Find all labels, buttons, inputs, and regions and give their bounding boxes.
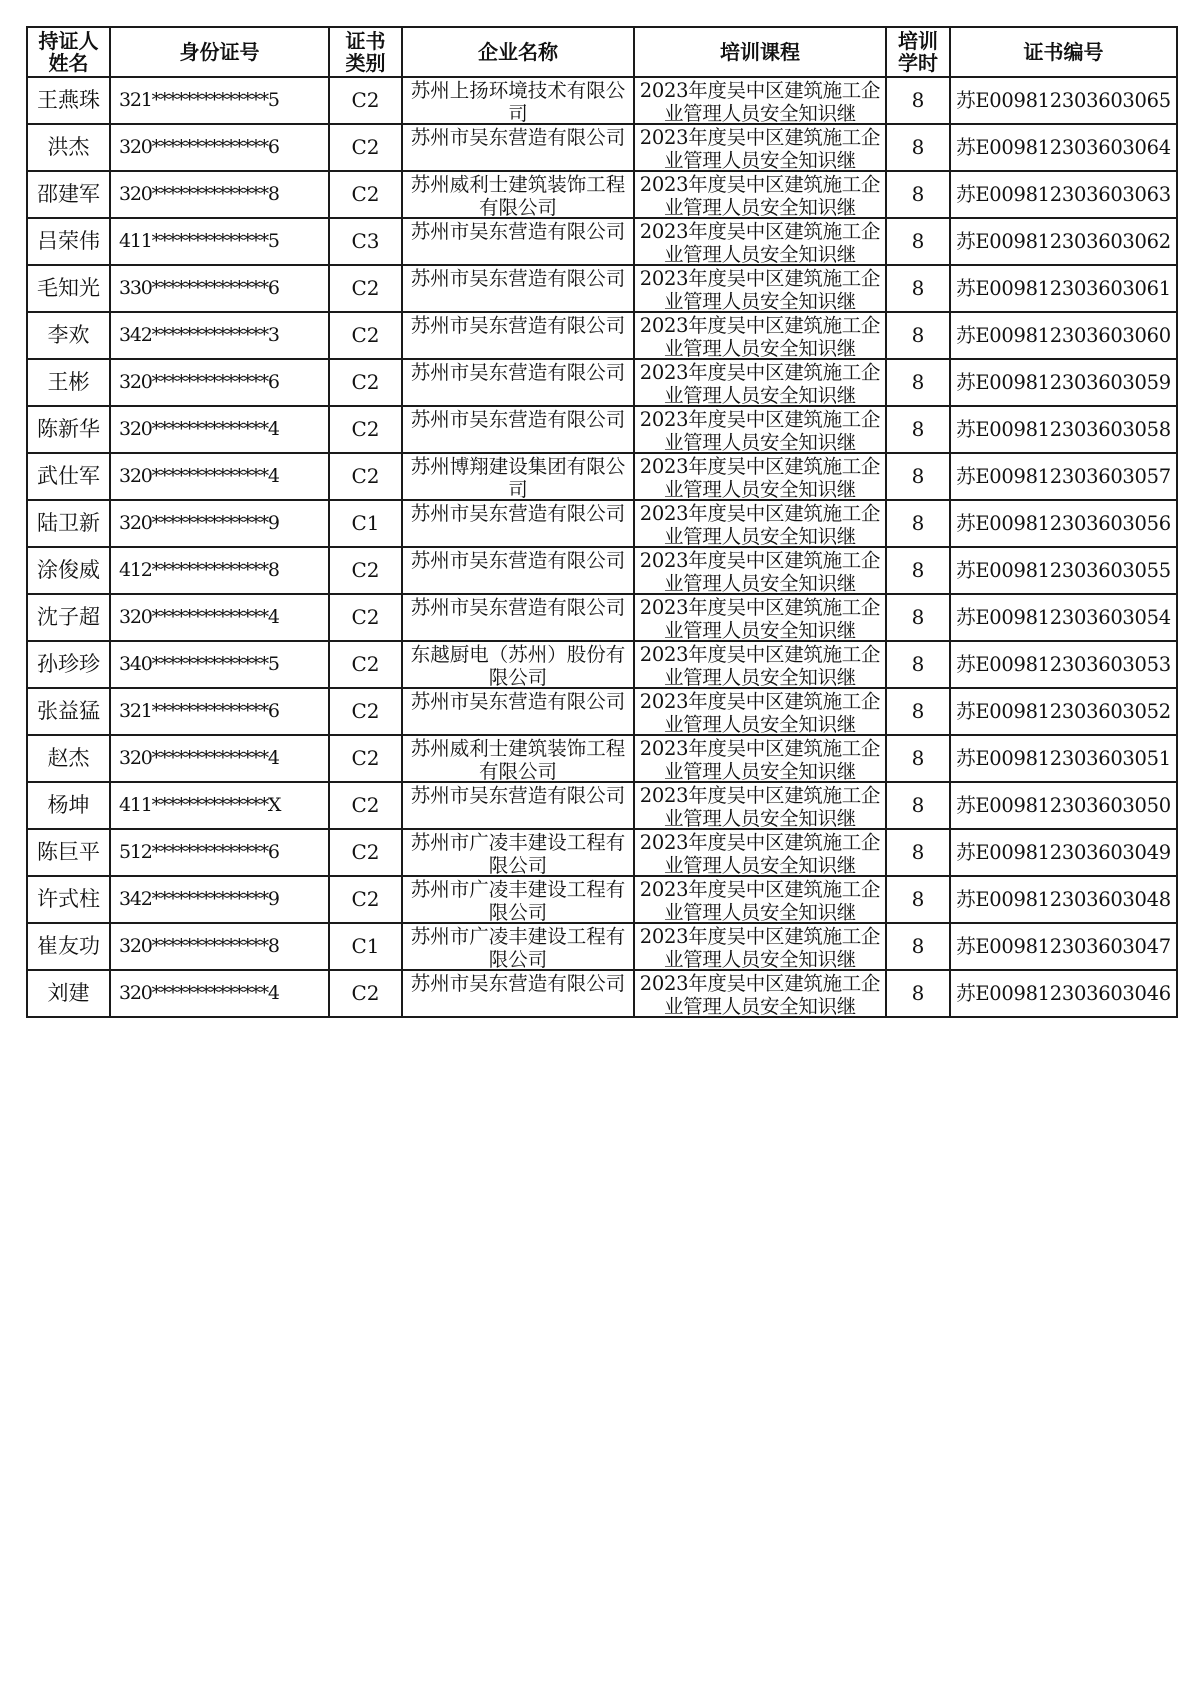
cell-company bbox=[402, 782, 634, 829]
cell-cert-type: C2 bbox=[329, 265, 402, 312]
table-row bbox=[27, 735, 1177, 782]
cell-hours: 8 bbox=[886, 923, 950, 970]
cell-cert-type: C1 bbox=[329, 500, 402, 547]
cell-holder-name: 刘建 bbox=[27, 970, 110, 1017]
cell-holder-name: 许式柱 bbox=[27, 876, 110, 923]
cell-company-text: 苏州市吴东营造有限公司 bbox=[410, 972, 626, 995]
cell-hours: 8 bbox=[886, 218, 950, 265]
cell-holder-name: 陈新华 bbox=[27, 406, 110, 453]
table-row bbox=[27, 876, 1177, 923]
cell-course-text: 2023年度吴中区建筑施工企业管理人员安全知识继 bbox=[639, 596, 881, 640]
cell-cert-number: 苏E009812303603064 bbox=[950, 124, 1177, 171]
certificate-table-container bbox=[26, 26, 1176, 1018]
cell-hours: 8 bbox=[886, 500, 950, 547]
cell-holder-name: 邵建军 bbox=[27, 171, 110, 218]
cell-company bbox=[402, 265, 634, 312]
cell-id-number: 320**************8 bbox=[110, 923, 329, 970]
table-row bbox=[27, 970, 1177, 1017]
cell-cert-number: 苏E009812303603057 bbox=[950, 453, 1177, 500]
cell-holder-name: 涂俊威 bbox=[27, 547, 110, 594]
cell-holder-name: 孙珍珍 bbox=[27, 641, 110, 688]
cell-course bbox=[634, 453, 886, 500]
cell-hours: 8 bbox=[886, 970, 950, 1017]
cell-cert-type: C2 bbox=[329, 970, 402, 1017]
cell-holder-name: 王彬 bbox=[27, 359, 110, 406]
cell-holder-name: 毛知光 bbox=[27, 265, 110, 312]
cell-cert-number: 苏E009812303603053 bbox=[950, 641, 1177, 688]
cell-company bbox=[402, 970, 634, 1017]
cell-course-text: 2023年度吴中区建筑施工企业管理人员安全知识继 bbox=[639, 126, 881, 170]
cell-holder-name: 洪杰 bbox=[27, 124, 110, 171]
cell-cert-number: 苏E009812303603055 bbox=[950, 547, 1177, 594]
cell-cert-type: C2 bbox=[329, 312, 402, 359]
cell-company-text: 苏州威利士建筑装饰工程有限公司 bbox=[410, 737, 626, 781]
cell-cert-number: 苏E009812303603058 bbox=[950, 406, 1177, 453]
table-header bbox=[27, 27, 1177, 77]
cell-course-text: 2023年度吴中区建筑施工企业管理人员安全知识继 bbox=[639, 455, 881, 499]
cell-holder-name: 武仕军 bbox=[27, 453, 110, 500]
cell-id-number: 321**************5 bbox=[110, 77, 329, 124]
cell-course-text: 2023年度吴中区建筑施工企业管理人员安全知识继 bbox=[639, 972, 881, 1016]
cell-course bbox=[634, 171, 886, 218]
cell-cert-type: C1 bbox=[329, 923, 402, 970]
table-row bbox=[27, 500, 1177, 547]
cell-course-text: 2023年度吴中区建筑施工企业管理人员安全知识继 bbox=[639, 690, 881, 734]
cell-cert-number: 苏E009812303603059 bbox=[950, 359, 1177, 406]
cell-course bbox=[634, 77, 886, 124]
cell-company-text: 苏州市吴东营造有限公司 bbox=[410, 502, 626, 525]
cell-course-text: 2023年度吴中区建筑施工企业管理人员安全知识继 bbox=[639, 408, 881, 452]
cell-cert-type: C2 bbox=[329, 77, 402, 124]
cell-course-text: 2023年度吴中区建筑施工企业管理人员安全知识继 bbox=[639, 549, 881, 593]
table-row bbox=[27, 265, 1177, 312]
cell-company bbox=[402, 923, 634, 970]
cell-course-text: 2023年度吴中区建筑施工企业管理人员安全知识继 bbox=[639, 878, 881, 922]
table-row bbox=[27, 923, 1177, 970]
cell-hours: 8 bbox=[886, 594, 950, 641]
cell-course bbox=[634, 970, 886, 1017]
cell-holder-name: 吕荣伟 bbox=[27, 218, 110, 265]
cell-hours: 8 bbox=[886, 359, 950, 406]
table-row bbox=[27, 594, 1177, 641]
cell-company bbox=[402, 547, 634, 594]
cell-cert-number: 苏E009812303603047 bbox=[950, 923, 1177, 970]
cell-course bbox=[634, 923, 886, 970]
cell-id-number: 320**************8 bbox=[110, 171, 329, 218]
cell-company bbox=[402, 312, 634, 359]
cell-company bbox=[402, 829, 634, 876]
cell-id-number: 340**************5 bbox=[110, 641, 329, 688]
cell-holder-name: 陆卫新 bbox=[27, 500, 110, 547]
cell-company bbox=[402, 124, 634, 171]
cell-course bbox=[634, 876, 886, 923]
header-holder-name: 持证人姓名 bbox=[27, 27, 110, 77]
cell-hours: 8 bbox=[886, 829, 950, 876]
cell-cert-type: C2 bbox=[329, 453, 402, 500]
cell-cert-type: C2 bbox=[329, 876, 402, 923]
cell-company bbox=[402, 594, 634, 641]
cell-course bbox=[634, 547, 886, 594]
cell-cert-number: 苏E009812303603050 bbox=[950, 782, 1177, 829]
cell-company-text: 苏州市广凌丰建设工程有限公司 bbox=[410, 831, 626, 875]
cell-course bbox=[634, 312, 886, 359]
cell-cert-number: 苏E009812303603054 bbox=[950, 594, 1177, 641]
cell-company-text: 苏州市广凌丰建设工程有限公司 bbox=[410, 878, 626, 922]
table-row bbox=[27, 77, 1177, 124]
cell-hours: 8 bbox=[886, 124, 950, 171]
cell-course-text: 2023年度吴中区建筑施工企业管理人员安全知识继 bbox=[639, 502, 881, 546]
cell-cert-type: C2 bbox=[329, 735, 402, 782]
cell-cert-type: C2 bbox=[329, 688, 402, 735]
header-hours: 培训学时 bbox=[886, 27, 950, 77]
cell-id-number: 411**************5 bbox=[110, 218, 329, 265]
cell-course-text: 2023年度吴中区建筑施工企业管理人员安全知识继 bbox=[639, 831, 881, 875]
cell-id-number: 512**************6 bbox=[110, 829, 329, 876]
cell-cert-number: 苏E009812303603060 bbox=[950, 312, 1177, 359]
header-id-number: 身份证号 bbox=[110, 27, 329, 77]
cell-course-text: 2023年度吴中区建筑施工企业管理人员安全知识继 bbox=[639, 79, 881, 123]
cell-course-text: 2023年度吴中区建筑施工企业管理人员安全知识继 bbox=[639, 220, 881, 264]
cell-cert-number: 苏E009812303603052 bbox=[950, 688, 1177, 735]
cell-hours: 8 bbox=[886, 782, 950, 829]
cell-id-number: 320**************9 bbox=[110, 500, 329, 547]
cell-course-text: 2023年度吴中区建筑施工企业管理人员安全知识继 bbox=[639, 643, 881, 687]
cell-company-text: 苏州市吴东营造有限公司 bbox=[410, 784, 626, 807]
cell-course-text: 2023年度吴中区建筑施工企业管理人员安全知识继 bbox=[639, 925, 881, 969]
table-row bbox=[27, 124, 1177, 171]
cell-course bbox=[634, 500, 886, 547]
cell-course bbox=[634, 688, 886, 735]
cell-course-text: 2023年度吴中区建筑施工企业管理人员安全知识继 bbox=[639, 784, 881, 828]
table-row bbox=[27, 688, 1177, 735]
table-row bbox=[27, 406, 1177, 453]
cell-id-number: 330**************6 bbox=[110, 265, 329, 312]
cell-company bbox=[402, 359, 634, 406]
cell-hours: 8 bbox=[886, 77, 950, 124]
header-row bbox=[27, 27, 1177, 77]
cell-cert-type: C3 bbox=[329, 218, 402, 265]
cell-hours: 8 bbox=[886, 171, 950, 218]
cell-course bbox=[634, 594, 886, 641]
cell-cert-number: 苏E009812303603061 bbox=[950, 265, 1177, 312]
cell-course-text: 2023年度吴中区建筑施工企业管理人员安全知识继 bbox=[639, 737, 881, 781]
cell-company-text: 苏州市吴东营造有限公司 bbox=[410, 126, 626, 149]
cell-company bbox=[402, 500, 634, 547]
cell-cert-number: 苏E009812303603049 bbox=[950, 829, 1177, 876]
cell-cert-number: 苏E009812303603063 bbox=[950, 171, 1177, 218]
cell-company-text: 苏州市吴东营造有限公司 bbox=[410, 267, 626, 290]
cell-cert-number: 苏E009812303603065 bbox=[950, 77, 1177, 124]
cell-id-number: 342**************9 bbox=[110, 876, 329, 923]
cell-course bbox=[634, 641, 886, 688]
table-row bbox=[27, 782, 1177, 829]
cell-id-number: 320**************4 bbox=[110, 453, 329, 500]
cell-company-text: 苏州上扬环境技术有限公司 bbox=[410, 79, 626, 123]
cell-cert-type: C2 bbox=[329, 782, 402, 829]
table-row bbox=[27, 641, 1177, 688]
cell-company bbox=[402, 218, 634, 265]
cell-id-number: 320**************4 bbox=[110, 970, 329, 1017]
cell-hours: 8 bbox=[886, 265, 950, 312]
cell-cert-type: C2 bbox=[329, 359, 402, 406]
cell-cert-number: 苏E009812303603062 bbox=[950, 218, 1177, 265]
cell-course-text: 2023年度吴中区建筑施工企业管理人员安全知识继 bbox=[639, 173, 881, 217]
cell-course-text: 2023年度吴中区建筑施工企业管理人员安全知识继 bbox=[639, 267, 881, 311]
table-row bbox=[27, 171, 1177, 218]
cell-id-number: 411**************X bbox=[110, 782, 329, 829]
cell-cert-type: C2 bbox=[329, 641, 402, 688]
cell-company-text: 苏州市吴东营造有限公司 bbox=[410, 596, 626, 619]
cell-id-number: 320**************6 bbox=[110, 359, 329, 406]
cell-company bbox=[402, 735, 634, 782]
cell-holder-name: 崔友功 bbox=[27, 923, 110, 970]
cell-id-number: 320**************4 bbox=[110, 735, 329, 782]
table-body bbox=[27, 77, 1177, 1017]
cell-company-text: 苏州市吴东营造有限公司 bbox=[410, 549, 626, 572]
cell-company-text: 苏州市吴东营造有限公司 bbox=[410, 408, 626, 431]
cell-course bbox=[634, 829, 886, 876]
cell-id-number: 320**************4 bbox=[110, 406, 329, 453]
cell-course bbox=[634, 124, 886, 171]
cell-company bbox=[402, 688, 634, 735]
cell-company-text: 苏州市吴东营造有限公司 bbox=[410, 314, 626, 337]
cell-course bbox=[634, 735, 886, 782]
cell-company-text: 苏州市吴东营造有限公司 bbox=[410, 220, 626, 243]
cell-cert-type: C2 bbox=[329, 547, 402, 594]
cell-hours: 8 bbox=[886, 735, 950, 782]
cell-course bbox=[634, 782, 886, 829]
header-course: 培训课程 bbox=[634, 27, 886, 77]
table-row bbox=[27, 453, 1177, 500]
cell-company bbox=[402, 641, 634, 688]
cell-holder-name: 李欢 bbox=[27, 312, 110, 359]
table-row bbox=[27, 218, 1177, 265]
cell-company bbox=[402, 77, 634, 124]
cell-course bbox=[634, 265, 886, 312]
cell-cert-number: 苏E009812303603056 bbox=[950, 500, 1177, 547]
cell-company bbox=[402, 876, 634, 923]
cell-cert-type: C2 bbox=[329, 406, 402, 453]
cell-hours: 8 bbox=[886, 876, 950, 923]
table-row bbox=[27, 547, 1177, 594]
cell-cert-number: 苏E009812303603051 bbox=[950, 735, 1177, 782]
cell-hours: 8 bbox=[886, 312, 950, 359]
cell-hours: 8 bbox=[886, 688, 950, 735]
header-cert-number: 证书编号 bbox=[950, 27, 1177, 77]
cell-company bbox=[402, 171, 634, 218]
cell-course bbox=[634, 406, 886, 453]
cell-holder-name: 沈子超 bbox=[27, 594, 110, 641]
cell-holder-name: 赵杰 bbox=[27, 735, 110, 782]
cell-course-text: 2023年度吴中区建筑施工企业管理人员安全知识继 bbox=[639, 314, 881, 358]
certificate-table bbox=[26, 26, 1178, 1018]
cell-company-text: 苏州威利士建筑装饰工程有限公司 bbox=[410, 173, 626, 217]
cell-id-number: 320**************6 bbox=[110, 124, 329, 171]
cell-company-text: 苏州市广凌丰建设工程有限公司 bbox=[410, 925, 626, 969]
cell-cert-type: C2 bbox=[329, 124, 402, 171]
cell-holder-name: 张益猛 bbox=[27, 688, 110, 735]
cell-holder-name: 王燕珠 bbox=[27, 77, 110, 124]
cell-id-number: 342**************3 bbox=[110, 312, 329, 359]
table-row bbox=[27, 829, 1177, 876]
cell-course-text: 2023年度吴中区建筑施工企业管理人员安全知识继 bbox=[639, 361, 881, 405]
cell-company bbox=[402, 406, 634, 453]
cell-holder-name: 陈巨平 bbox=[27, 829, 110, 876]
cell-course bbox=[634, 359, 886, 406]
cell-cert-type: C2 bbox=[329, 594, 402, 641]
cell-id-number: 412**************8 bbox=[110, 547, 329, 594]
cell-id-number: 321**************6 bbox=[110, 688, 329, 735]
table-row bbox=[27, 359, 1177, 406]
cell-company-text: 苏州市吴东营造有限公司 bbox=[410, 690, 626, 713]
header-cert-type: 证书类别 bbox=[329, 27, 402, 77]
cell-company-text: 苏州博翔建设集团有限公司 bbox=[410, 455, 626, 499]
cell-cert-number: 苏E009812303603046 bbox=[950, 970, 1177, 1017]
cell-cert-number: 苏E009812303603048 bbox=[950, 876, 1177, 923]
cell-company-text: 东越厨电（苏州）股份有限公司 bbox=[410, 643, 626, 687]
header-company: 企业名称 bbox=[402, 27, 634, 77]
cell-cert-type: C2 bbox=[329, 829, 402, 876]
cell-company bbox=[402, 453, 634, 500]
cell-course bbox=[634, 218, 886, 265]
cell-id-number: 320**************4 bbox=[110, 594, 329, 641]
cell-hours: 8 bbox=[886, 453, 950, 500]
cell-hours: 8 bbox=[886, 406, 950, 453]
cell-hours: 8 bbox=[886, 547, 950, 594]
cell-holder-name: 杨坤 bbox=[27, 782, 110, 829]
cell-cert-type: C2 bbox=[329, 171, 402, 218]
cell-hours: 8 bbox=[886, 641, 950, 688]
table-row bbox=[27, 312, 1177, 359]
cell-company-text: 苏州市吴东营造有限公司 bbox=[410, 361, 626, 384]
